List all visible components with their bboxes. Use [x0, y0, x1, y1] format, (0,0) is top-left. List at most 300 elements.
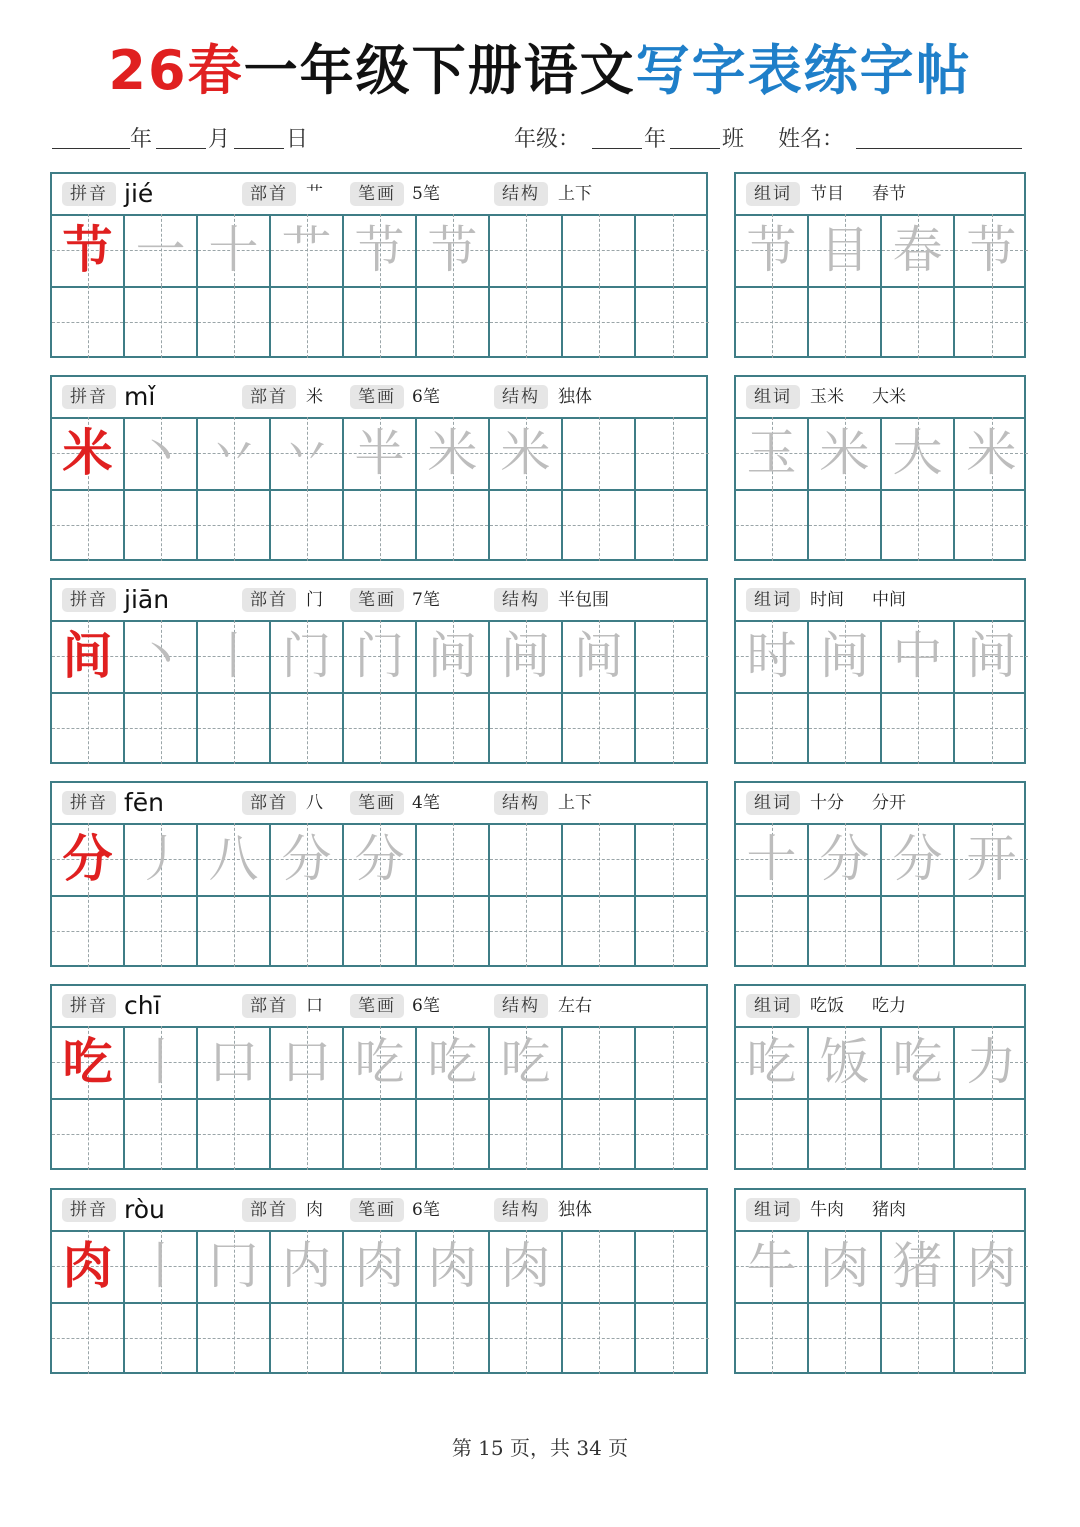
pinyin-value: fēn	[124, 788, 165, 817]
stroke-step-char: 米	[500, 424, 551, 482]
stroke-step-char: 间	[500, 627, 551, 685]
word-cell[interactable]	[736, 286, 809, 358]
radical-value: 肉	[306, 1200, 323, 1220]
word-cell[interactable]	[736, 620, 809, 692]
practice-cell[interactable]	[636, 286, 709, 358]
practice-cell[interactable]	[344, 286, 417, 358]
practice-cell[interactable]	[417, 895, 490, 967]
strokes-value: 6笔	[412, 387, 440, 407]
stroke-step-char: 内	[281, 1237, 332, 1295]
practice-cell[interactable]	[198, 895, 271, 967]
practice-cell[interactable]	[52, 620, 125, 692]
stroke-grid	[52, 1230, 706, 1374]
practice-cell[interactable]	[563, 286, 636, 358]
words-tag: 组词	[746, 994, 800, 1018]
practice-cell[interactable]	[344, 489, 417, 561]
word-cell[interactable]	[882, 1230, 955, 1302]
year-blank[interactable]	[52, 148, 130, 149]
practice-cell[interactable]	[271, 1098, 344, 1170]
practice-cell[interactable]	[52, 1098, 125, 1170]
practice-cell[interactable]	[563, 1026, 636, 1098]
word-cell[interactable]	[882, 417, 955, 489]
radical-tag: 部首	[242, 588, 296, 612]
pinyin-value: chī	[124, 991, 161, 1020]
practice-cell[interactable]	[417, 489, 490, 561]
structure-value: 左右	[558, 996, 592, 1016]
month-label: 月	[208, 127, 231, 152]
title-part2: 一年级下册语文	[243, 39, 636, 102]
practice-cell[interactable]	[52, 489, 125, 561]
word-cell[interactable]	[882, 286, 955, 358]
structure-value: 半包围	[558, 590, 609, 610]
practice-cell[interactable]	[344, 1026, 417, 1098]
practice-cell[interactable]	[417, 417, 490, 489]
word-cell[interactable]	[955, 214, 1028, 286]
word-cell[interactable]	[809, 1098, 882, 1170]
strokes-tag: 笔画	[350, 1198, 404, 1222]
word2-value: 中间	[872, 590, 906, 610]
word-cell[interactable]	[882, 214, 955, 286]
word-cell[interactable]	[882, 1026, 955, 1098]
practice-cell[interactable]	[271, 895, 344, 967]
pinyin-tag: 拼音	[62, 182, 116, 206]
radical-tag: 部首	[242, 994, 296, 1018]
practice-cell[interactable]	[198, 286, 271, 358]
practice-cell[interactable]	[198, 620, 271, 692]
stroke-card-header	[52, 986, 706, 1028]
practice-cell[interactable]	[198, 214, 271, 286]
words-card	[734, 578, 1026, 764]
practice-cell[interactable]	[636, 1230, 709, 1302]
structure-tag: 结构	[494, 588, 548, 612]
stroke-grid	[52, 417, 706, 561]
practice-cell[interactable]	[271, 620, 344, 692]
practice-cell[interactable]	[636, 895, 709, 967]
word-cell[interactable]	[882, 895, 955, 967]
grade-blank[interactable]	[592, 148, 642, 149]
words-grid	[736, 417, 1024, 561]
word-cell[interactable]	[736, 1026, 809, 1098]
page-footer: 第 15 页，共 34 页	[451, 1436, 629, 1460]
char-block	[50, 1188, 1026, 1376]
word-cell[interactable]	[882, 1098, 955, 1170]
practice-cell[interactable]	[563, 417, 636, 489]
words-grid	[736, 823, 1024, 967]
word-char: 牛	[746, 1237, 797, 1295]
word-cell[interactable]	[736, 214, 809, 286]
practice-cell[interactable]	[490, 895, 563, 967]
structure-tag: 结构	[494, 385, 548, 409]
practice-cell[interactable]	[52, 214, 125, 286]
word1-value: 节目	[810, 184, 844, 204]
word-char: 目	[819, 221, 870, 279]
word-char: 肉	[819, 1237, 870, 1295]
practice-cell[interactable]	[344, 1098, 417, 1170]
stroke-step-char: 门	[354, 627, 405, 685]
radical-value: 艹	[306, 184, 323, 204]
practice-cell[interactable]	[636, 489, 709, 561]
practice-cell[interactable]	[271, 1230, 344, 1302]
stroke-card	[50, 781, 708, 967]
word-char: 节	[966, 221, 1017, 279]
name-blank[interactable]	[856, 148, 1022, 149]
word-cell[interactable]	[955, 895, 1028, 967]
stroke-step-char: 口	[281, 1033, 332, 1091]
practice-cell[interactable]	[563, 895, 636, 967]
practice-cell[interactable]	[490, 1302, 563, 1374]
stroke-step-char: 节	[427, 221, 478, 279]
stroke-step-char: 口	[208, 1033, 259, 1091]
word-cell[interactable]	[736, 1098, 809, 1170]
practice-cell[interactable]	[344, 1302, 417, 1374]
stroke-step-char: 十	[208, 221, 259, 279]
word-cell[interactable]	[736, 823, 809, 895]
practice-cell[interactable]	[125, 417, 198, 489]
practice-cell[interactable]	[198, 1098, 271, 1170]
words-card-header	[736, 580, 1024, 622]
structure-value: 独体	[558, 1200, 592, 1220]
stroke-step-char: 吃	[354, 1033, 405, 1091]
word-cell[interactable]	[955, 489, 1028, 561]
practice-cell[interactable]	[125, 1098, 198, 1170]
pinyin-tag: 拼音	[62, 791, 116, 815]
practice-cell[interactable]	[52, 417, 125, 489]
stroke-step-char: 肉	[354, 1237, 405, 1295]
strokes-value: 4笔	[412, 793, 440, 813]
practice-cell[interactable]	[490, 620, 563, 692]
words-card	[734, 375, 1026, 561]
practice-cell[interactable]	[417, 1026, 490, 1098]
practice-cell[interactable]	[563, 1098, 636, 1170]
practice-cell[interactable]	[563, 214, 636, 286]
words-grid	[736, 1026, 1024, 1170]
model-char: 间	[62, 626, 113, 685]
word-cell[interactable]	[809, 489, 882, 561]
char-block	[50, 984, 1026, 1172]
practice-cell[interactable]	[271, 214, 344, 286]
word-char: 力	[966, 1033, 1017, 1091]
practice-cell[interactable]	[125, 1302, 198, 1374]
practice-cell[interactable]	[490, 1098, 563, 1170]
stroke-card-header	[52, 1190, 706, 1232]
stroke-step-char: 间	[427, 627, 478, 685]
words-card-header	[736, 986, 1024, 1028]
strokes-value: 7笔	[412, 590, 440, 610]
word-char: 中	[892, 627, 943, 685]
stroke-step-char: 分	[354, 830, 405, 888]
practice-cell[interactable]	[636, 692, 709, 764]
char-block	[50, 172, 1026, 360]
words-tag: 组词	[746, 588, 800, 612]
stroke-step-char: 节	[354, 221, 405, 279]
practice-cell[interactable]	[125, 692, 198, 764]
practice-cell[interactable]	[490, 1026, 563, 1098]
word-cell[interactable]	[809, 214, 882, 286]
word-cell[interactable]	[955, 286, 1028, 358]
practice-cell[interactable]	[52, 1302, 125, 1374]
practice-cell[interactable]	[417, 286, 490, 358]
stroke-card-header	[52, 783, 706, 825]
word-char: 大	[892, 424, 943, 482]
practice-cell[interactable]	[417, 1230, 490, 1302]
strokes-tag: 笔画	[350, 385, 404, 409]
practice-cell[interactable]	[125, 1230, 198, 1302]
practice-cell[interactable]	[271, 692, 344, 764]
stroke-step-char: 半	[354, 424, 405, 482]
word-cell[interactable]	[955, 1026, 1028, 1098]
name-label: 姓名：	[778, 127, 845, 152]
practice-cell[interactable]	[417, 823, 490, 895]
practice-cell[interactable]	[125, 286, 198, 358]
practice-cell[interactable]	[490, 823, 563, 895]
practice-cell[interactable]	[417, 214, 490, 286]
title-part3: 写字表练字帖	[635, 39, 972, 102]
word-cell[interactable]	[955, 692, 1028, 764]
practice-cell[interactable]	[198, 1230, 271, 1302]
word-cell[interactable]	[736, 417, 809, 489]
practice-cell[interactable]	[125, 214, 198, 286]
word-cell[interactable]	[736, 489, 809, 561]
practice-cell[interactable]	[344, 1230, 417, 1302]
word-char: 时	[746, 627, 797, 685]
stroke-grid	[52, 1026, 706, 1170]
practice-cell[interactable]	[52, 1230, 125, 1302]
radical-value: 米	[306, 387, 323, 407]
radical-tag: 部首	[242, 1198, 296, 1222]
stroke-step-char: 间	[573, 627, 624, 685]
word-cell[interactable]	[955, 417, 1028, 489]
word-char: 米	[819, 424, 870, 482]
stroke-step-char: 肉	[427, 1237, 478, 1295]
radical-tag: 部首	[242, 791, 296, 815]
practice-cell[interactable]	[417, 1098, 490, 1170]
word-cell[interactable]	[809, 1230, 882, 1302]
word-cell[interactable]	[882, 823, 955, 895]
radical-tag: 部首	[242, 182, 296, 206]
practice-cell[interactable]	[563, 823, 636, 895]
words-card-header	[736, 1190, 1024, 1232]
word-cell[interactable]	[809, 692, 882, 764]
practice-cell[interactable]	[271, 286, 344, 358]
pinyin-value: jiān	[124, 585, 170, 614]
word-cell[interactable]	[955, 620, 1028, 692]
practice-cell[interactable]	[563, 489, 636, 561]
practice-cell[interactable]	[636, 1026, 709, 1098]
word2-value: 分开	[872, 793, 906, 813]
strokes-value: 6笔	[412, 996, 440, 1016]
word-cell[interactable]	[882, 620, 955, 692]
radical-value: 口	[306, 996, 323, 1016]
practice-cell[interactable]	[271, 1026, 344, 1098]
practice-cell[interactable]	[563, 1302, 636, 1374]
words-card	[734, 781, 1026, 967]
word2-value: 春节	[872, 184, 906, 204]
class-blank[interactable]	[670, 148, 720, 149]
practice-cell[interactable]	[198, 823, 271, 895]
stroke-step-char: 丶	[135, 424, 186, 482]
word-cell[interactable]	[736, 1230, 809, 1302]
practice-cell[interactable]	[563, 692, 636, 764]
word-cell[interactable]	[955, 1230, 1028, 1302]
stroke-step-char: 一	[135, 221, 186, 279]
strokes-tag: 笔画	[350, 994, 404, 1018]
practice-cell[interactable]	[271, 1302, 344, 1374]
word-char: 开	[966, 830, 1017, 888]
radical-value: 八	[306, 793, 323, 813]
words-card	[734, 984, 1026, 1170]
practice-cell[interactable]	[563, 620, 636, 692]
practice-cell[interactable]	[344, 895, 417, 967]
char-block	[50, 781, 1026, 969]
practice-cell[interactable]	[52, 823, 125, 895]
word-cell[interactable]	[809, 286, 882, 358]
words-tag: 组词	[746, 385, 800, 409]
practice-cell[interactable]	[125, 1026, 198, 1098]
practice-cell[interactable]	[636, 1098, 709, 1170]
pinyin-value: jié	[124, 179, 154, 208]
practice-cell[interactable]	[344, 823, 417, 895]
word-char: 分	[819, 830, 870, 888]
word1-value: 玉米	[810, 387, 844, 407]
practice-cell[interactable]	[563, 1230, 636, 1302]
stroke-step-char: 冂	[208, 1237, 259, 1295]
structure-value: 上下	[558, 793, 592, 813]
strokes-value: 5笔	[412, 184, 440, 204]
practice-cell[interactable]	[490, 286, 563, 358]
words-card	[734, 1188, 1026, 1374]
grade-year-label: 年	[644, 127, 667, 152]
practice-cell[interactable]	[52, 1026, 125, 1098]
structure-tag: 结构	[494, 182, 548, 206]
word-cell[interactable]	[882, 692, 955, 764]
word-cell[interactable]	[809, 823, 882, 895]
stroke-step-char: 艹	[281, 221, 332, 279]
word-cell[interactable]	[736, 692, 809, 764]
practice-cell[interactable]	[198, 1026, 271, 1098]
practice-cell[interactable]	[125, 489, 198, 561]
practice-cell[interactable]	[271, 417, 344, 489]
words-card-header	[736, 174, 1024, 216]
strokes-tag: 笔画	[350, 791, 404, 815]
strokes-tag: 笔画	[350, 588, 404, 612]
word2-value: 大米	[872, 387, 906, 407]
practice-cell[interactable]	[636, 417, 709, 489]
day-blank[interactable]	[234, 148, 284, 149]
stroke-card	[50, 984, 708, 1170]
word-char: 分	[892, 830, 943, 888]
practice-cell[interactable]	[417, 1302, 490, 1374]
model-char: 吃	[62, 1032, 113, 1091]
word-cell[interactable]	[809, 1026, 882, 1098]
practice-cell[interactable]	[198, 417, 271, 489]
pinyin-value: ròu	[124, 1195, 165, 1224]
word-char: 节	[746, 221, 797, 279]
practice-cell[interactable]	[125, 823, 198, 895]
char-block	[50, 375, 1026, 563]
word-cell[interactable]	[736, 895, 809, 967]
practice-cell[interactable]	[271, 823, 344, 895]
word-char: 饭	[819, 1033, 870, 1091]
words-tag: 组词	[746, 791, 800, 815]
practice-cell[interactable]	[636, 214, 709, 286]
stroke-card-header	[52, 580, 706, 622]
pinyin-tag: 拼音	[62, 385, 116, 409]
practice-cell[interactable]	[490, 489, 563, 561]
practice-cell[interactable]	[125, 620, 198, 692]
word-cell[interactable]	[809, 895, 882, 967]
practice-cell[interactable]	[490, 1230, 563, 1302]
words-tag: 组词	[746, 1198, 800, 1222]
practice-cell[interactable]	[344, 417, 417, 489]
class-label: 班	[722, 127, 745, 152]
word-char: 猪	[892, 1237, 943, 1295]
words-tag: 组词	[746, 182, 800, 206]
word-cell[interactable]	[882, 489, 955, 561]
word-cell[interactable]	[955, 1098, 1028, 1170]
word-cell[interactable]	[882, 1302, 955, 1374]
practice-cell[interactable]	[636, 620, 709, 692]
practice-cell[interactable]	[490, 692, 563, 764]
practice-cell[interactable]	[344, 692, 417, 764]
word-cell[interactable]	[736, 1302, 809, 1374]
word-char: 肉	[966, 1237, 1017, 1295]
practice-cell[interactable]	[490, 417, 563, 489]
month-blank[interactable]	[156, 148, 206, 149]
stroke-card	[50, 172, 708, 358]
word-cell[interactable]	[955, 1302, 1028, 1374]
practice-cell[interactable]	[417, 620, 490, 692]
practice-cell[interactable]	[52, 895, 125, 967]
practice-cell[interactable]	[198, 489, 271, 561]
word-cell[interactable]	[809, 620, 882, 692]
words-card-header	[736, 783, 1024, 825]
stroke-step-char: 分	[281, 830, 332, 888]
practice-cell[interactable]	[636, 1302, 709, 1374]
practice-cell[interactable]	[52, 692, 125, 764]
stroke-step-char: 丷	[281, 424, 332, 482]
practice-cell[interactable]	[636, 823, 709, 895]
model-char: 米	[62, 423, 113, 482]
stroke-card-header	[52, 377, 706, 419]
stroke-step-char: 米	[427, 424, 478, 482]
practice-cell[interactable]	[344, 214, 417, 286]
stroke-card	[50, 578, 708, 764]
practice-cell[interactable]	[344, 620, 417, 692]
stroke-step-char: 门	[281, 627, 332, 685]
pinyin-tag: 拼音	[62, 588, 116, 612]
char-block	[50, 578, 1026, 766]
stroke-step-char: 吃	[427, 1033, 478, 1091]
practice-cell[interactable]	[125, 895, 198, 967]
stroke-step-char: 丶	[135, 627, 186, 685]
word-cell[interactable]	[809, 1302, 882, 1374]
grade-label: 年级：	[514, 127, 581, 152]
practice-cell[interactable]	[490, 214, 563, 286]
stroke-card	[50, 1188, 708, 1374]
practice-cell[interactable]	[198, 1302, 271, 1374]
practice-cell[interactable]	[417, 692, 490, 764]
stroke-grid	[52, 823, 706, 967]
stroke-step-char: 丨	[208, 627, 259, 685]
practice-cell[interactable]	[271, 489, 344, 561]
practice-cell[interactable]	[198, 692, 271, 764]
model-char: 节	[62, 220, 113, 279]
word-char: 玉	[746, 424, 797, 482]
stroke-card	[50, 375, 708, 561]
word-cell[interactable]	[809, 417, 882, 489]
practice-cell[interactable]	[52, 286, 125, 358]
word-cell[interactable]	[955, 823, 1028, 895]
